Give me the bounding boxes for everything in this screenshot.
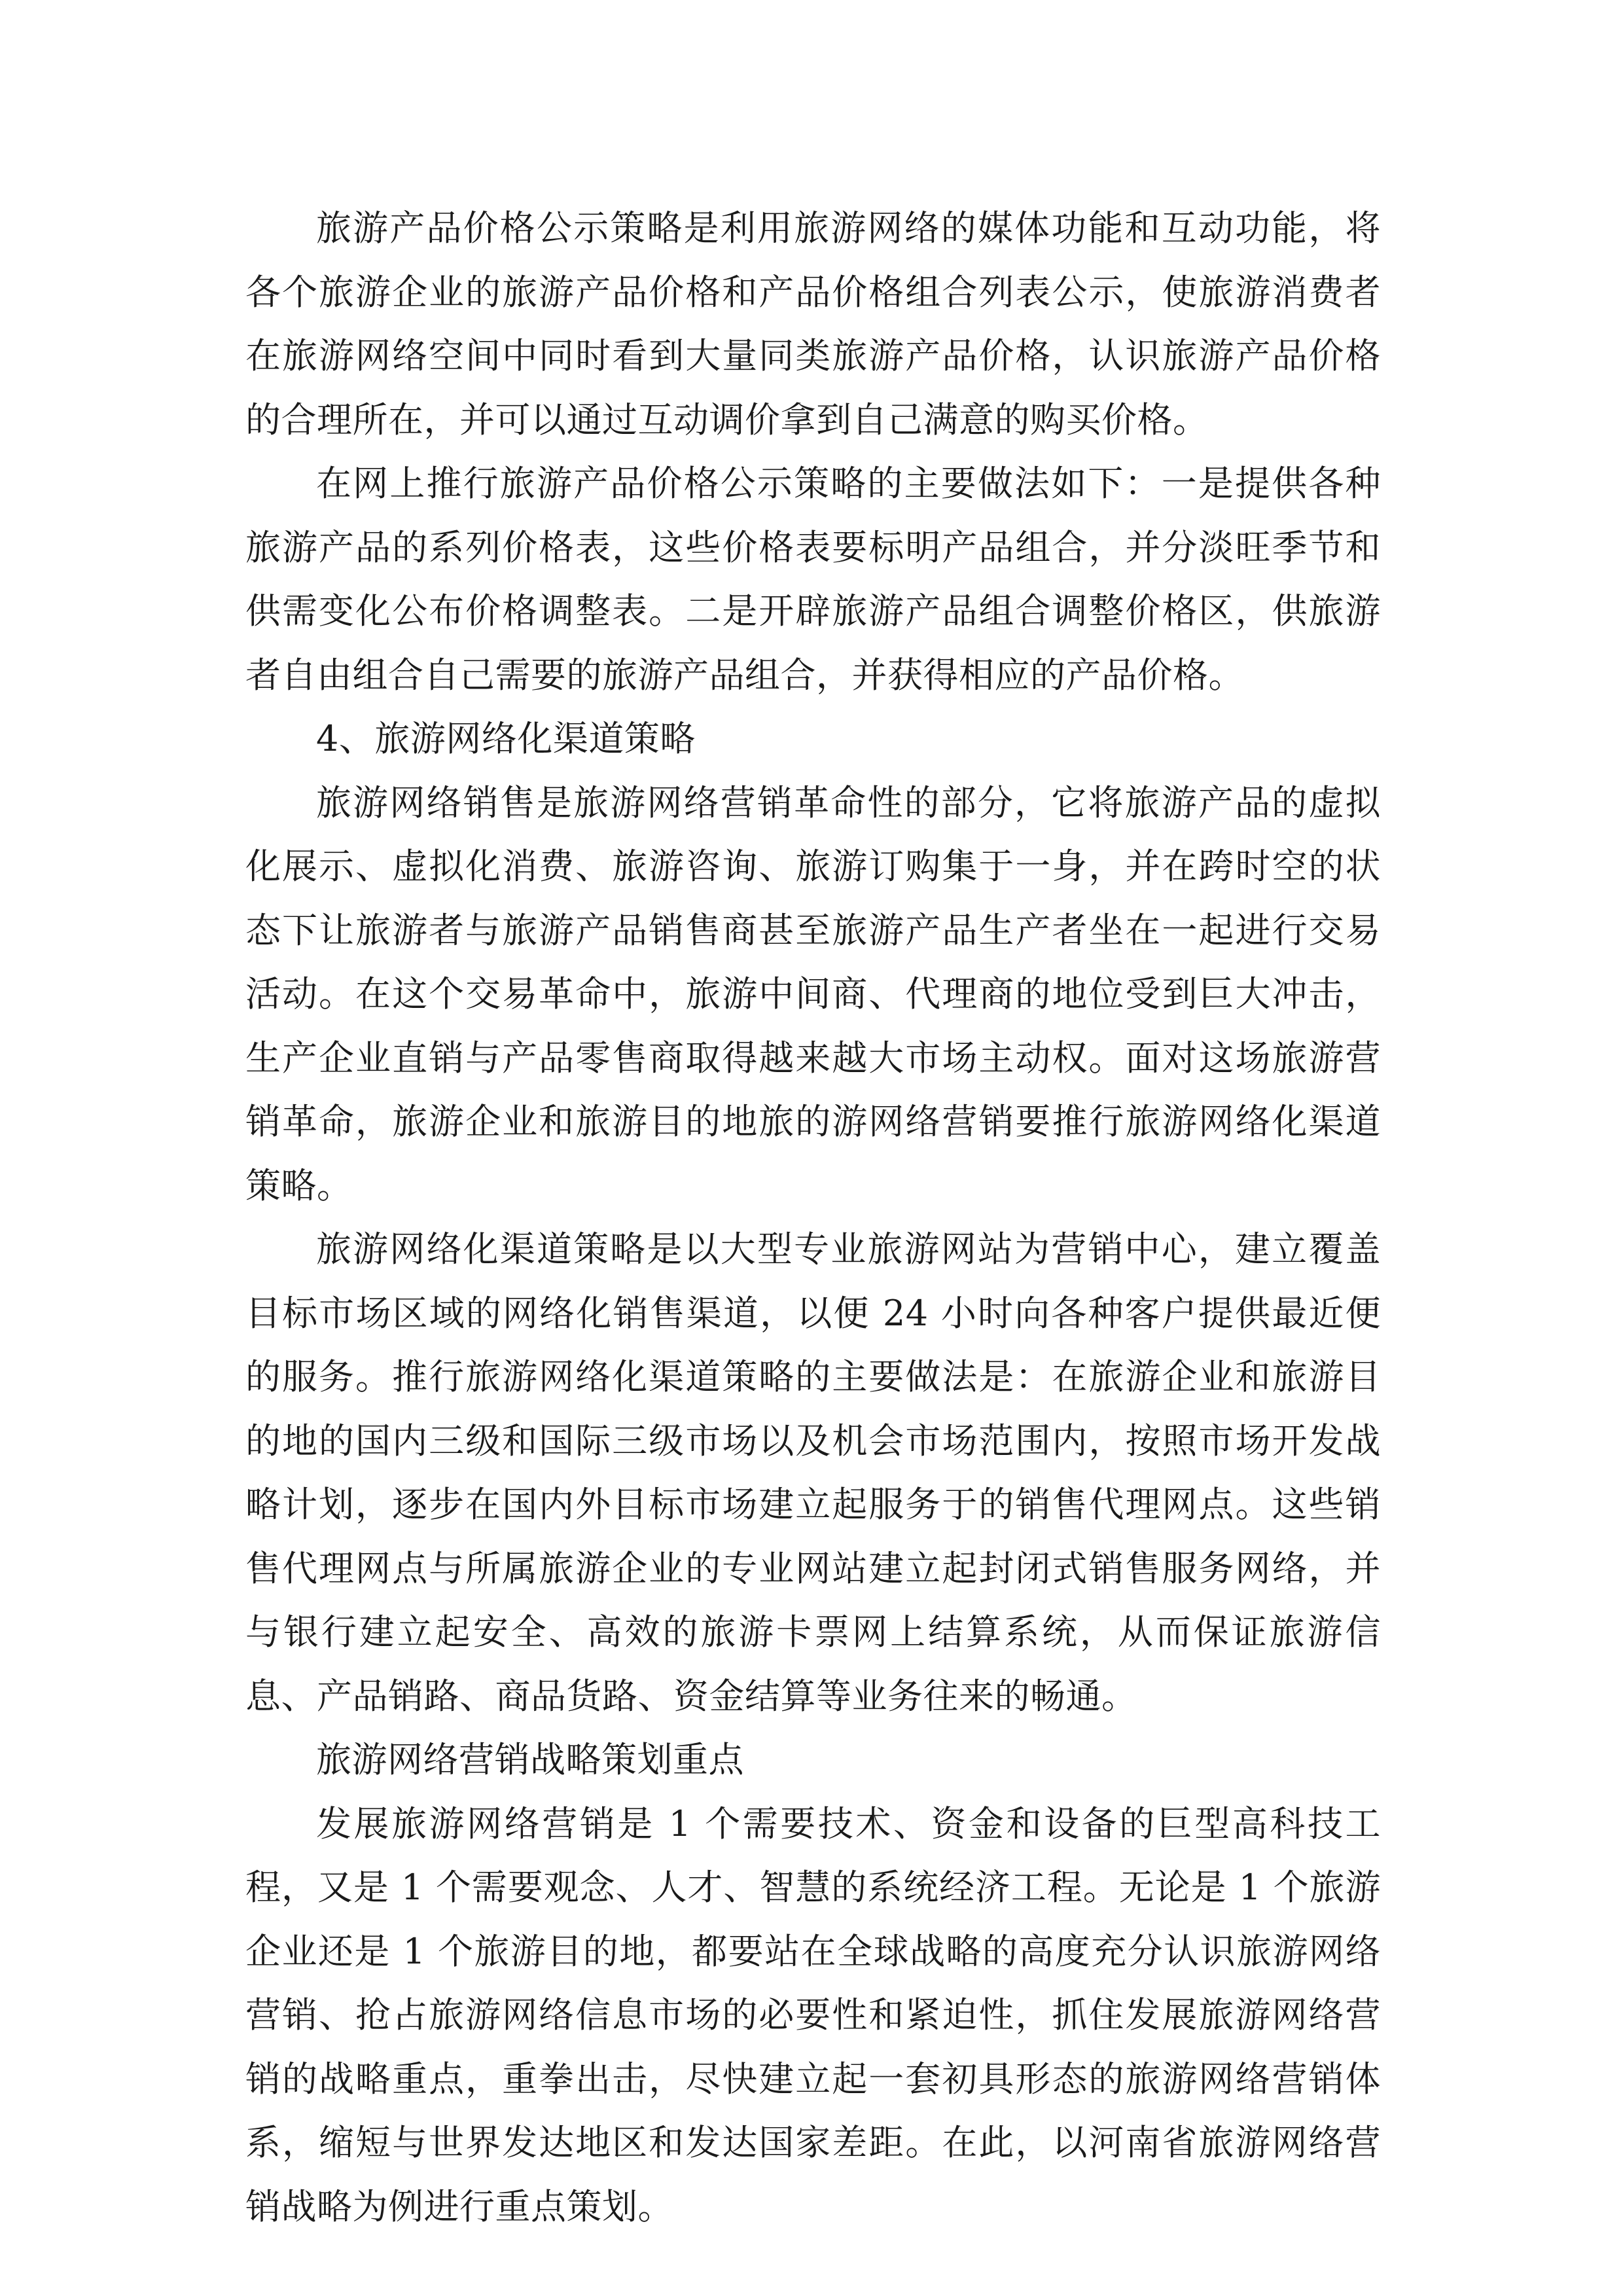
paragraph-develop-network-marketing: 发展旅游网络营销是 1 个需要技术、资金和设备的巨型高科技工程，又是 1 个需要观念、人才、智慧的系统经济工程。无论是 1 个旅游企业还是 1 个旅游目的地，都要站在全球战略的高度充分认识旅游网络营销、抢占旅游网络信息市场的必要性和紧迫性，抓住发展旅游网络营销的战略重点，重拳出击，尽快建立起一套初具形态的旅游网络营销体系，缩短与世界发达地区和发达国家差距。在此，以河南省旅游网络营销战略为例进行重点策划。	[245, 1803, 1381, 2227]
section-heading-strategy-planning-focus: 旅游网络营销战略策划重点	[316, 1739, 744, 1780]
paragraph-network-sales: 旅游网络销售是旅游网络营销革命性的部分，它将旅游产品的虚拟化展示、虚拟化消费、旅游咨询、旅游订购集于一身，并在跨时空的状态下让旅游者与旅游产品销售商甚至旅游产品生产者坐在一起进行交易活动。在这个交易革命中，旅游中间商、代理商的地位受到巨大冲击，生产企业直销与产品零售商取得越来越大市场主动权。面对这场旅游营销革命，旅游企业和旅游目的地旅的游网络营销要推行旅游网络化渠道策略。	[245, 781, 1381, 1206]
paragraph-price-disclosure-methods: 在网上推行旅游产品价格公示策略的主要做法如下：一是提供各种旅游产品的系列价格表，这些价格表要标明产品组合，并分淡旺季节和供需变化公布价格调整表。二是开辟旅游产品组合调整价格区，供旅游者自由组合自己需要的旅游产品组合，并获得相应的产品价格。	[245, 463, 1381, 696]
section-heading-network-channel-strategy: 4、旅游网络化渠道策略	[316, 718, 696, 759]
paragraph-network-channel-strategy: 旅游网络化渠道策略是以大型专业旅游网站为营销中心，建立覆盖目标市场区域的网络化销售渠道，以便 24 小时向各种客户提供最近便的服务。推行旅游网络化渠道策略的主要做法是：在旅游企业和旅游目的地的国内三级和国际三级市场以及机会市场范围内，按照市场开发战略计划，逐步在国内外目标市场建立起服务于的销售代理网点。这些销售代理网点与所属旅游企业的专业网站建立起封闭式销售服务网络，并与银行建立起安全、高效的旅游卡票网上结算系统，从而保证旅游信息、产品销路、商品货路、资金结算等业务往来的畅通。	[245, 1229, 1381, 1717]
paragraph-price-disclosure-strategy: 旅游产品价格公示策略是利用旅游网络的媒体功能和互动功能，将各个旅游企业的旅游产品价格和产品价格组合列表公示，使旅游消费者在旅游网络空间中同时看到大量同类旅游产品价格，认识旅游产品价格的合理所在，并可以通过互动调价拿到自己满意的购买价格。	[245, 207, 1381, 440]
document-body	[245, 196, 1381, 2238]
